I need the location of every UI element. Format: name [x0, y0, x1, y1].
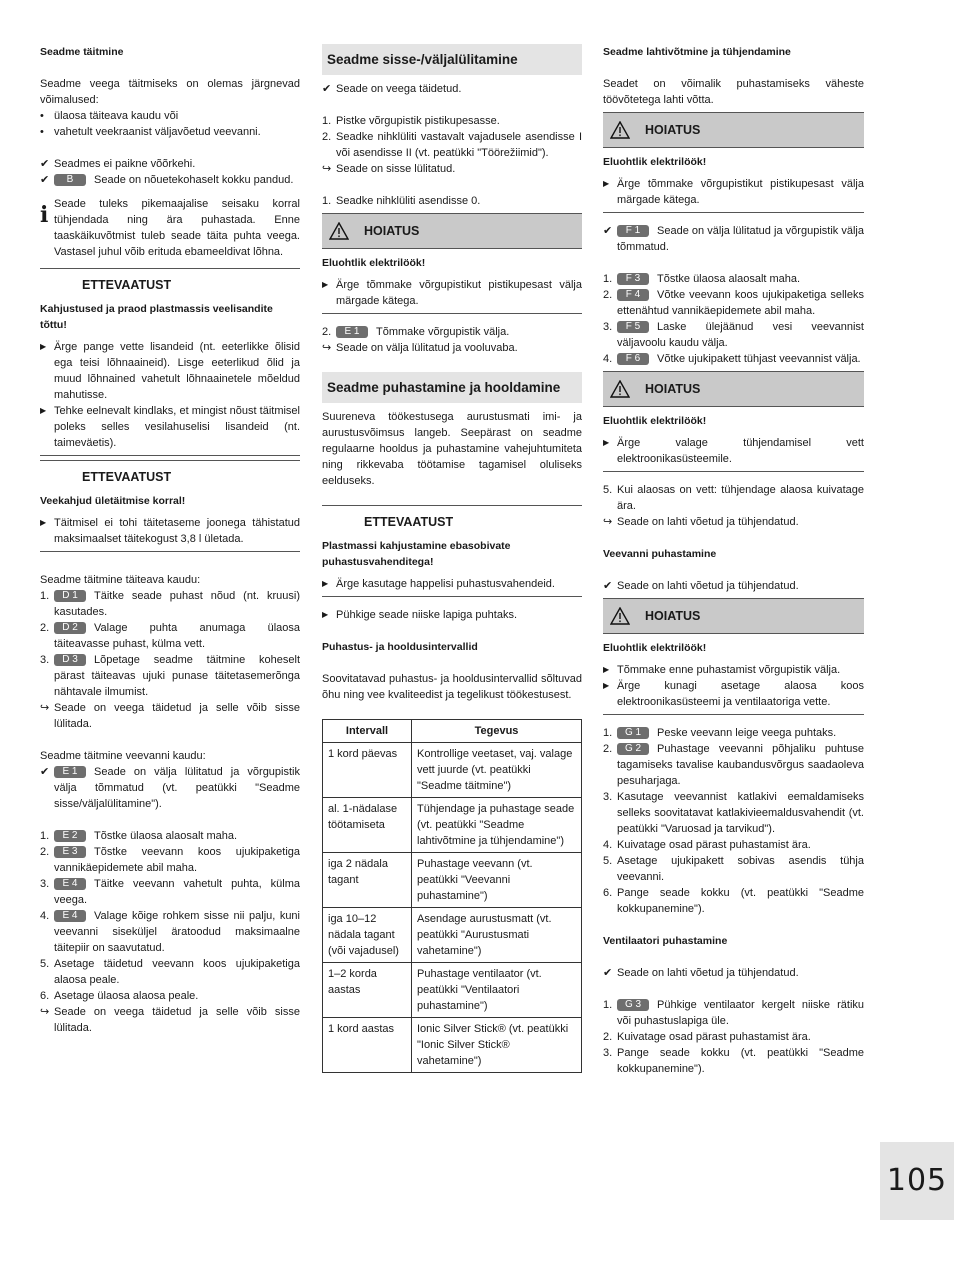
- step-list: [40, 588, 300, 700]
- result-arrow-icon: ↪: [603, 516, 613, 528]
- caution-header: ETTEVAATUST: [40, 460, 300, 493]
- warning-header: HOIATUS: [603, 371, 864, 407]
- interval-cell: 1 kord aastas: [323, 1018, 412, 1073]
- caution-item: ▶ Ärge pange vette lisandeid (nt. eeterlikke õlisid ega teisi lõhnaaineid). Lisge eeterlikud õlid ja muud lõhnained vahetult lõhnaainetele mõeldud mahutisse.: [40, 341, 300, 401]
- step-number: 3.: [603, 1047, 613, 1059]
- step-list: [603, 997, 864, 1077]
- result-arrow-icon: ↪: [322, 342, 332, 354]
- step-number: 1.: [603, 273, 613, 285]
- result-line: ↪ Seade on sisse lülitatud.: [322, 163, 456, 175]
- bullet-item: • vahetult veekraanist väljavõetud veevanni.: [40, 126, 261, 138]
- step: [603, 853, 864, 885]
- result-arrow-icon: ↪: [322, 163, 332, 175]
- step-number: 2.: [603, 1031, 613, 1043]
- step-number: 2.: [603, 743, 613, 755]
- caution-header: ETTEVAATUST: [40, 268, 300, 301]
- step-text: Asetage ujukipakett sobivas asendis tühja veevanni.: [617, 855, 864, 883]
- interval-cell: iga 10–12 nädala tagant (või vajadusel): [323, 908, 412, 963]
- step: [40, 876, 300, 908]
- figure-badge: F 3: [617, 273, 649, 285]
- step-number: 6.: [40, 990, 50, 1002]
- step-number: 1.: [603, 727, 613, 739]
- step-text: Pange seade kokku (vt. peatükki "Seadme kokkupanemine").: [617, 1047, 864, 1075]
- info-icon: i: [40, 202, 49, 228]
- check-icon: ✔: [322, 83, 332, 95]
- column-left: [40, 44, 300, 1036]
- table-row: [323, 853, 582, 908]
- table-header: Tegevus: [412, 720, 582, 743]
- step-text: Tõstke ülaosa alaosalt maha.: [657, 273, 801, 285]
- step-number: 1.: [603, 999, 613, 1011]
- table-row: [323, 1018, 582, 1073]
- action-cell: Puhastage ventilaator (vt. peatükki "Ventilaatori puhastamine"): [412, 963, 582, 1018]
- warning-heading: Eluohtlik elektrilöök!: [322, 257, 426, 269]
- step-text: Lõpetage seadme täitmine koheselt pärast täiteavas ujuki punase täitetasemerõnga nähtavale ilmumist.: [54, 654, 300, 698]
- figure-badge: F 4: [617, 289, 649, 301]
- caution-item: ▶ Tehke eelnevalt kindlaks, et mingist nõust täitmisel poleks selles vesilahuselisi lisandeid (nt. taimeväetis).: [40, 405, 300, 449]
- step-number: 6.: [603, 887, 613, 899]
- step: [40, 988, 300, 1004]
- step-number: 5.: [40, 958, 50, 970]
- caution-item: ▶ Täitmisel ei tohi täitetaseme joonega tähistatud maksimaalset täitekogust 3,8 l ületada.: [40, 517, 300, 545]
- result-line: ↪ Seade on välja lülitatud ja vooluvaba.: [322, 342, 518, 354]
- step: [603, 319, 864, 351]
- arrow-bullet-icon: ▶: [40, 342, 47, 351]
- precondition: ✔ Seadmes ei paikne võõrkehi.: [40, 158, 196, 170]
- check-icon: ✔: [40, 174, 50, 186]
- precondition: ✔ B Seade on nõuetekohaselt kokku pandud.: [40, 174, 294, 186]
- paragraph: Suureneva töökestusega aurustusmati imi- ja aurustusvõimsus langeb. Seepärast on seadme regulaarne hooldus ja puhastamine vahejuhtumiteta ning rikkevaba töötamise tagamisel oluliseks eelduseks.: [322, 411, 582, 487]
- arrow-bullet-icon: ▶: [603, 665, 610, 674]
- step: [40, 828, 300, 844]
- caution-header: ETTEVAATUST: [322, 505, 582, 538]
- caution-item: ▶ Ärge kasutage happelisi puhastusvahendeid.: [322, 578, 555, 590]
- step: [603, 789, 864, 837]
- warning-item: ▶ Ärge tõmmake võrgupistikut pistikupesast välja märgade kätega.: [603, 178, 864, 206]
- arrow-bullet-icon: ▶: [603, 681, 610, 690]
- check-icon: ✔: [40, 158, 50, 170]
- step-number: 1.: [40, 590, 50, 602]
- figure-badge: E 2: [54, 830, 86, 842]
- step-text: Valage puhta anumaga ülaosa täiteavasse puhast, külma vett.: [54, 622, 300, 650]
- figure-badge: G 1: [617, 727, 649, 739]
- intervals-table: [322, 719, 582, 1073]
- step: 2. E 1 Tõmmake võrgupistik välja.: [322, 326, 510, 338]
- section-heading-filling: Seadme täitmine: [40, 46, 124, 58]
- action-cell: Ionic Silver Stick® (vt. peatükki "Ionic Silver Stick® vahetamine"): [412, 1018, 582, 1073]
- precondition: ✔ E 1 Seade on välja lülitatud ja võrgupistik välja tõmmatud (vt. peatükki "Seadme sisse/väljalülitamine").: [40, 766, 300, 810]
- check-icon: ✔: [603, 967, 613, 979]
- step: [603, 1045, 864, 1077]
- figure-badge: G 2: [617, 743, 649, 755]
- warning-heading: Eluohtlik elektrilöök!: [603, 415, 707, 427]
- precondition: ✔ Seade on veega täidetud.: [322, 83, 462, 95]
- step-text: Täitke veevann vahetult puhta, külma veega.: [54, 878, 300, 906]
- step-text: Laske ülejäänud vesi veevannist väljavoolu kaudu välja.: [617, 321, 864, 349]
- subheading-tank-cleaning: Veevanni puhastamine: [603, 548, 717, 560]
- step-number: 2.: [603, 289, 613, 301]
- figure-badge: E 4: [54, 910, 86, 922]
- bullet-item: • ülaosa täiteava kaudu või: [40, 110, 179, 122]
- interval-cell: iga 2 nädala tagant: [323, 853, 412, 908]
- table-row: [323, 908, 582, 963]
- figure-badge: E 4: [54, 878, 86, 890]
- check-icon: ✔: [603, 225, 613, 237]
- result-arrow-icon: ↪: [40, 702, 50, 714]
- subheading-intervals: Puhastus- ja hooldusintervallid: [322, 641, 478, 653]
- figure-badge: F 1: [617, 225, 649, 237]
- action-cell: Asendage aurustusmatt (vt. peatükki "Aurustusmati vahetamine"): [412, 908, 582, 963]
- step: [603, 1029, 864, 1045]
- arrow-bullet-icon: ▶: [322, 579, 329, 588]
- step-number: 5.: [603, 855, 613, 867]
- step-text: Kuivatage osad pärast puhastamist ära.: [617, 1031, 811, 1043]
- paragraph: Soovitatavad puhastus- ja hooldusintervallid sõltuvad õhu ning vee kvaliteedist ja tegelikust töökestusest.: [322, 673, 582, 701]
- arrow-bullet-icon: ▶: [322, 610, 329, 619]
- step: [40, 908, 300, 956]
- warning-heading: Eluohtlik elektrilöök!: [603, 156, 707, 168]
- result-line: ↪ Seade on lahti võetud ja tühjendatud.: [603, 516, 799, 528]
- info-note: i Seade tuleks pikemaajalise seisaku korral tühjendada ning ära puhastada. Enne taaskäikuvõtmist tuleb seade täita puhta veega. Vastasel juhul võib erituda ebameeldivat lõhna.: [40, 198, 300, 258]
- step: [603, 741, 864, 789]
- step: [603, 837, 864, 853]
- step-text: Kasutage veevannist katlakivi eemaldamiseks selleks soovitatavat katlakivieemaldusvahendit (vt. peatükki "Varuosad ja tarvikud").: [617, 791, 864, 835]
- bullet-icon: •: [40, 110, 44, 122]
- step-text: Peske veevann leige veega puhtaks.: [657, 727, 837, 739]
- step-text: Täitke seade puhast nõud (nt. kruusi) kasutades.: [54, 590, 300, 618]
- step-number: 4.: [40, 910, 50, 922]
- warning-triangle-icon: [603, 607, 637, 625]
- step: [603, 725, 864, 741]
- figure-badge: G 3: [617, 999, 649, 1011]
- warning-item: ▶ Tõmmake enne puhastamist võrgupistik välja.: [603, 664, 841, 676]
- subheading-via-inlet: Seadme täitmine täiteava kaudu:: [40, 574, 201, 586]
- warning-item: ▶ Ärge tõmmake võrgupistikut pistikupesast välja märgade kätega.: [322, 279, 582, 307]
- check-icon: ✔: [40, 766, 50, 778]
- step: 1. Pistke võrgupistik pistikupesasse.: [322, 115, 500, 127]
- warning-header: HOIATUS: [603, 112, 864, 148]
- caution-heading: Plastmassi kahjustamine ebasobivate puhastusvahenditega!: [322, 540, 511, 568]
- warning-item: ▶ Ärge kunagi asetage alaosa koos elektroonikasüsteemi ja ventilaatoriga vette.: [603, 680, 864, 708]
- bullet-icon: •: [40, 126, 44, 138]
- table-row: [323, 963, 582, 1018]
- table-row: [323, 743, 582, 798]
- section-heading-disassembly: Seadme lahtivõtmine ja tühjendamine: [603, 46, 791, 58]
- figure-badge: E 1: [54, 766, 86, 778]
- figure-badge: F 6: [617, 353, 649, 365]
- warning-heading: Eluohtlik elektrilöök!: [603, 642, 707, 654]
- table-row: [323, 798, 582, 853]
- caution-heading: Kahjustused ja praod plastmassis veelisandite tõttu!: [40, 303, 273, 331]
- figure-badge: E 3: [54, 846, 86, 858]
- step-number: 3.: [603, 321, 613, 333]
- precondition: ✔ Seade on lahti võetud ja tühjendatud.: [603, 580, 799, 592]
- section-heading-onoff: Seadme sisse-/väljalülitamine: [322, 44, 582, 75]
- step: [603, 271, 864, 287]
- step-number: 2.: [40, 622, 50, 634]
- arrow-bullet-icon: ▶: [603, 179, 610, 188]
- step: [603, 997, 864, 1029]
- step-list: [603, 271, 864, 367]
- figure-badge: E 1: [336, 326, 368, 338]
- step: [603, 351, 864, 367]
- section-heading-cleaning: Seadme puhastamine ja hooldamine: [322, 372, 582, 403]
- step-number: 1.: [40, 830, 50, 842]
- step: 5. Kui alaosas on vett: tühjendage alaosa kuivatage ära.: [603, 484, 864, 512]
- step: [40, 844, 300, 876]
- step-text: Kuivatage osad pärast puhastamist ära.: [617, 839, 811, 851]
- step: [40, 620, 300, 652]
- warning-triangle-icon: [322, 222, 356, 240]
- warning-header: HOIATUS: [603, 598, 864, 634]
- result-line: ↪ Seade on veega täidetud ja selle võib sisse lülitada.: [40, 702, 300, 730]
- figure-badge: D 1: [54, 590, 86, 602]
- subheading-via-tank: Seadme täitmine veevanni kaudu:: [40, 750, 206, 762]
- step-number: 4.: [603, 353, 613, 365]
- step: [40, 588, 300, 620]
- precondition: ✔ F 1 Seade on välja lülitatud ja võrgupistik välja tõmmatud.: [603, 225, 864, 253]
- column-right: [603, 44, 864, 1077]
- column-middle: [322, 44, 582, 1073]
- action-cell: Tühjendage ja puhastage seade (vt. peatükki "Seadme lahtivõtmine ja tühjendamine"): [412, 798, 582, 853]
- caution-heading: Veekahjud ületäitmise korral!: [40, 495, 186, 507]
- page-number: 105: [880, 1142, 954, 1220]
- warning-item: ▶ Ärge valage tühjendamisel vett elektroonikasüsteemile.: [603, 437, 864, 465]
- step-list: [40, 828, 300, 1004]
- step-text: Pühkige ventilaator kergelt niiske rätiku või puhastuslapiga üle.: [617, 999, 864, 1027]
- step-number: 2.: [40, 846, 50, 858]
- step-number: 4.: [603, 839, 613, 851]
- step: 1. Seadke nihklüliti asendisse 0.: [322, 195, 481, 207]
- instruction-item: ▶ Pühkige seade niiske lapiga puhtaks.: [322, 609, 518, 621]
- step: [40, 956, 300, 988]
- warning-header: HOIATUS: [322, 213, 582, 249]
- action-cell: Kontrollige veetaset, vaj. valage vett juurde (vt. peatükki "Seadme täitmine"): [412, 743, 582, 798]
- warning-triangle-icon: [603, 380, 637, 398]
- table-header: Intervall: [323, 720, 412, 743]
- arrow-bullet-icon: ▶: [40, 406, 47, 415]
- warning-triangle-icon: [603, 121, 637, 139]
- arrow-bullet-icon: ▶: [322, 280, 329, 289]
- figure-badge: D 2: [54, 622, 86, 634]
- result-line: ↪ Seade on veega täidetud ja selle võib sisse lülitada.: [40, 1006, 300, 1034]
- step-text: Valage kõige rohkem sisse nii palju, kuni veevanni siseküljel äratoodud maksimaalne täitepiir on saavutatud.: [54, 910, 300, 954]
- arrow-bullet-icon: ▶: [40, 518, 47, 527]
- step-text: Pange seade kokku (vt. peatükki "Seadme kokkupanemine").: [617, 887, 864, 915]
- step-number: 3.: [40, 654, 50, 666]
- interval-cell: 1 kord päevas: [323, 743, 412, 798]
- figure-badge: B: [54, 174, 86, 186]
- step-text: Tõstke ülaosa alaosalt maha.: [94, 830, 238, 842]
- interval-cell: al. 1-nädalase töötamiseta: [323, 798, 412, 853]
- step-number: 3.: [603, 791, 613, 803]
- step-text: Tõstke veevann koos ujukipaketiga vannikäepidemete abil maha.: [54, 846, 300, 874]
- subheading-fan-cleaning: Ventilaatori puhastamine: [603, 935, 728, 947]
- step-text: Võtke ujukipakett tühjast veevannist välja.: [657, 353, 861, 365]
- step-text: Puhastage veevanni põhjaliku puhtuse tagamiseks tavalise kaubandusvõrgus saadaoleva pesuharjaga.: [617, 743, 864, 787]
- step-text: Asetage ülaosa alaosa peale.: [54, 990, 199, 1002]
- action-cell: Puhastage veevann (vt. peatükki "Veevanni puhastamine"): [412, 853, 582, 908]
- figure-badge: F 5: [617, 321, 649, 333]
- arrow-bullet-icon: ▶: [603, 438, 610, 447]
- step: 2. Seadke nihklüliti vastavalt vajadusele asendisse I või asendisse II (vt. peatükki "Töörežiimid").: [322, 131, 582, 159]
- step-text: Võtke veevann koos ujukipaketiga selleks ettenähtud vannikäepidemete abil maha.: [617, 289, 864, 317]
- interval-cell: 1–2 korda aastas: [323, 963, 412, 1018]
- step: [40, 652, 300, 700]
- step-number: 3.: [40, 878, 50, 890]
- step: [603, 287, 864, 319]
- precondition: ✔ Seade on lahti võetud ja tühjendatud.: [603, 967, 799, 979]
- step-text: Asetage täidetud veevann koos ujukipaketiga alaosa peale.: [54, 958, 300, 986]
- step-list: [603, 725, 864, 917]
- step: [603, 885, 864, 917]
- figure-badge: D 3: [54, 654, 86, 666]
- check-icon: ✔: [603, 580, 613, 592]
- paragraph: Seadme veega täitmiseks on olemas järgnevad võimalused:: [40, 78, 300, 106]
- result-arrow-icon: ↪: [40, 1006, 50, 1018]
- paragraph: Seadet on võimalik puhastamiseks väheste töövõtetega lahti võtta.: [603, 78, 864, 106]
